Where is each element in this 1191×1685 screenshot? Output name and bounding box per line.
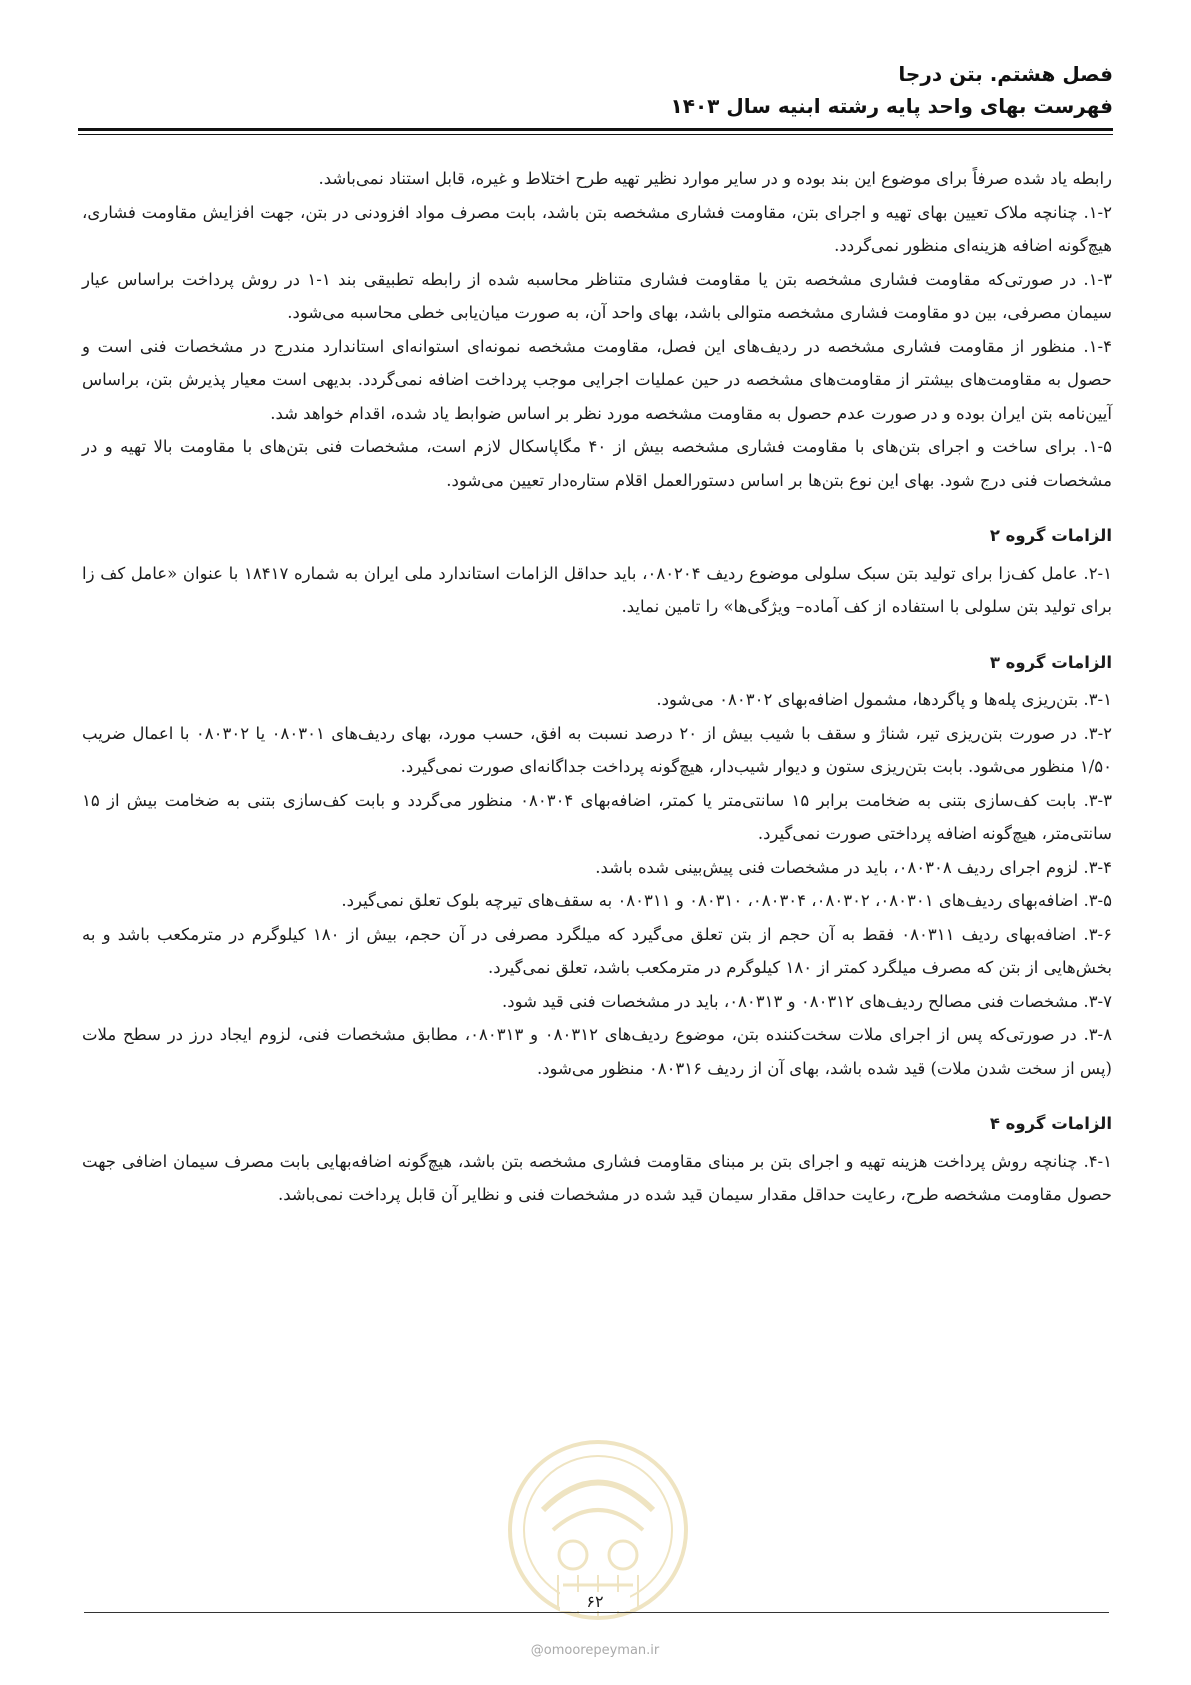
header-rule-thin [78, 134, 1113, 135]
paragraph: ۳-۴. لزوم اجرای ردیف ۰۸۰۳۰۸، باید در مشخصات فنی پیش‌بینی شده باشد. [595, 857, 1112, 877]
paragraph: ۳-۷. مشخصات فنی مصالح ردیف‌های ۰۸۰۳۱۲ و ۰۸۰۳۱۳، باید در مشخصات فنی قید شود. [502, 991, 1112, 1011]
footer-rule [84, 1612, 1109, 1613]
paragraph: ۳-۲. در صورت بتن‌ریزی تیر، شناژ و سقف با شیب بیش از ۲۰ درصد نسبت به افق، حسب مورد، بهای ردیف‌های ۰۸۰۳۰۱ یا ۰۸۰۳۰۲ با اعمال ضریب ۱/۵۰ منظور می‌شود. بابت بتن‌ریزی ستون و دیوار شیب‌دار، هیچ‌گونه پرداخت جداگانه‌ای صورت نمی‌گیرد. [82, 723, 1113, 776]
paragraph: ۳-۶. اضافه‌بهای ردیف ۰۸۰۳۱۱ فقط به آن حجم از بتن تعلق می‌گیرد که میلگرد مصرفی در آن حجم، بیش از ۱۸۰ کیلوگرم در مترمکعب باشد و به بخش‌هایی از بتن که مصرف میلگرد کمتر از ۱۸۰ کیلوگرم در مترمکعب باشد، تعلق نمی‌گیرد. [82, 924, 1112, 977]
section-heading-group-4: الزامات گروه ۴ [989, 1114, 1112, 1133]
paragraph: ۱-۵. برای ساخت و اجرای بتن‌های با مقاومت فشاری مشخصه بیش از ۴۰ مگاپاسکال لازم است، مشخصات فنی بتن‌های با مقاومت بالا تهیه و در مشخصات فنی درج شود. بهای این نوع بتن‌ها بر اساس دستورالعمل اقلام ستاره‌دار تعیین می‌شود. [82, 437, 1112, 490]
paragraph: رابطه یاد شده صرفاً برای موضوع این بند بوده و در سایر موارد نظیر تهیه طرح اختلاط و غیره، قابل استناد نمی‌باشد. [318, 169, 1112, 188]
website-watermark: @omoorepeyman.ir [530, 1643, 660, 1658]
paragraph: ۲-۱. عامل کف‌زا برای تولید بتن سبک سلولی موضوع ردیف ۰۸۰۲۰۴، باید حداقل الزامات استاندارد ملی ایران به شماره ۱۸۴۱۷ با عنوان «عامل کف زا برای تولید بتن سلولی با استفاده از کف آماده– ویژگی‌ها» را تامین نماید. [82, 563, 1112, 616]
chapter-title: فصل هشتم. بتن درجا [898, 62, 1113, 86]
section-heading-group-2: الزامات گروه ۲ [989, 526, 1112, 545]
paragraph: ۳-۸. در صورتی‌که پس از اجرای ملات سخت‌کننده بتن، موضوع ردیف‌های ۰۸۰۳۱۲ و ۰۸۰۳۱۳، مطابق مشخصات فنی، لزوم ایجاد درز در سطح ملات (پس از سخت شدن ملات) قید شده باشد، بهای آن از ردیف ۰۸۰۳۱۶ منظور می‌شود. [82, 1025, 1112, 1078]
header-rule-thick [78, 128, 1113, 131]
page-number: ۶۲ [560, 1592, 630, 1611]
paragraph: ۳-۳. بابت کف‌سازی بتنی به ضخامت برابر ۱۵ سانتی‌متر یا کمتر، اضافه‌بهای ۰۸۰۳۰۴ منظور می‌گردد و بابت کف‌سازی بتنی به ضخامت بیش از ۱۵ سانتی‌متر، هیچ‌گونه اضافه پرداختی صورت نمی‌گیرد. [82, 790, 1112, 843]
page-header [78, 58, 1113, 122]
body-content [82, 162, 1112, 1212]
paragraph: ۳-۱. بتن‌ریزی پله‌ها و پاگردها، مشمول اضافه‌بهای ۰۸۰۳۰۲ می‌شود. [656, 690, 1112, 709]
section-heading-group-3: الزامات گروه ۳ [989, 652, 1112, 672]
paragraph: ۱-۴. منظور از مقاومت فشاری مشخصه در ردیف‌های این فصل، مقاومت مشخصه نمونه‌ای استوانه‌ای استاندارد مندرج در مشخصات فنی است و حصول به مقاومت‌های بیشتر از مقاومت‌های مشخصه در حین عملیات اجرایی موجب پرداخت اضافه نمی‌گردد. بدیهی است معیار پذیرش بتن، براساس آیین‌نامه بتن ایران بوده و در صورت عدم حصول به مقاومت مشخصه مورد نظر بر اساس ضوابط یاد شده، اقدام خواهد شد. [82, 336, 1112, 423]
paragraph: ۱-۲. چنانچه ملاک تعیین بهای تهیه و اجرای بتن، مقاومت فشاری مشخصه بتن باشد، بابت مصرف مواد افزودنی در بتن، جهت افزایش مقاومت فشاری، هیچ‌گونه اضافه هزینه‌ای منظور نمی‌گردد. [82, 202, 1112, 255]
paragraph: ۴-۱. چنانچه روش پرداخت هزینه تهیه و اجرای بتن بر مبنای مقاومت فشاری مشخصه بتن باشد، هیچ‌گونه اضافه‌بهایی بابت مصرف سیمان اضافی جهت حصول مقاومت مشخصه طرح، رعایت حداقل مقدار سیمان قید شده در مشخصات فنی و نظایر آن قابل پرداخت نمی‌باشد. [82, 1151, 1112, 1204]
paragraph: ۱-۳. در صورتی‌که مقاومت فشاری مشخصه بتن یا مقاومت فشاری متناظر محاسبه شده از رابطه تطبیقی بند ۱-۱ در روش پرداخت براساس عیار سیمان مصرفی، بین دو مقاومت فشاری مشخصه متوالی باشد، بهای واحد آن، به صورت میان‌یابی خطی محاسبه می‌شود. [82, 269, 1112, 322]
document-title: فهرست بهای واحد پایه رشته ابنیه سال ۱۴۰۳ [670, 94, 1113, 118]
paragraph: ۳-۵. اضافه‌بهای ردیف‌های ۰۸۰۳۰۱، ۰۸۰۳۰۲، ۰۸۰۳۰۴، ۰۸۰۳۱۰ و ۰۸۰۳۱۱ به سقف‌های تیرچه بلوک تعلق نمی‌گیرد. [341, 891, 1112, 910]
